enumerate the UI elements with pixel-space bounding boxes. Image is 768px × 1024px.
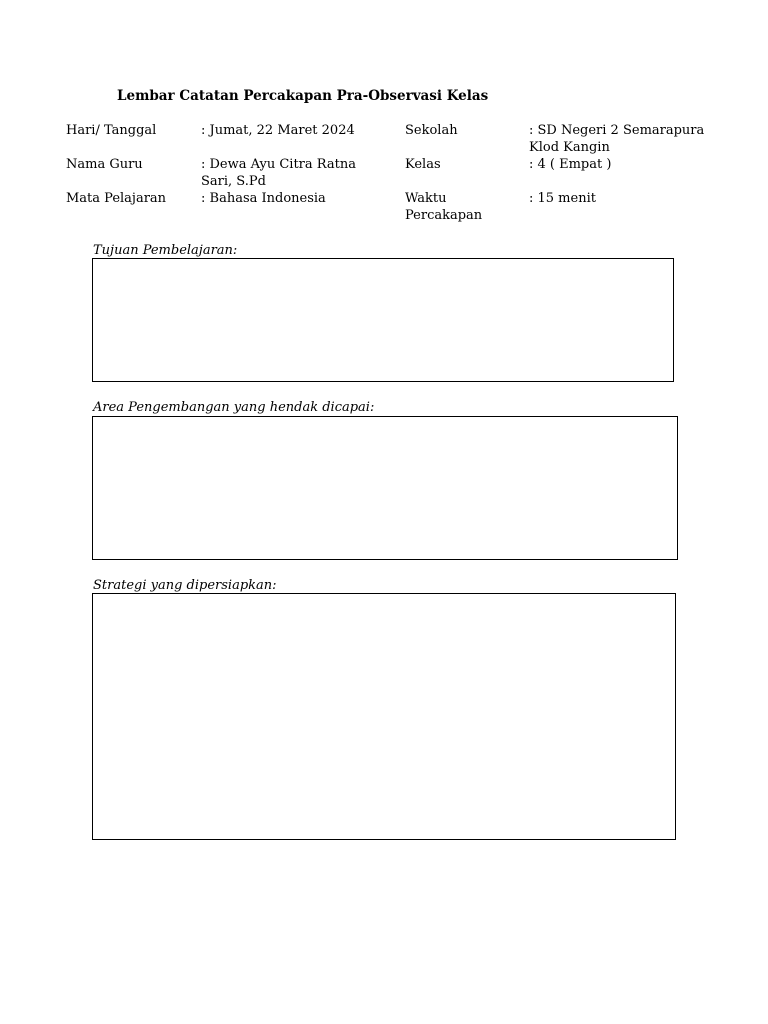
strategi-box[interactable] <box>92 593 676 840</box>
label-mata-pelajaran: Mata Pelajaran <box>66 191 167 206</box>
tujuan-pembelajaran-box[interactable] <box>92 258 674 382</box>
value-mata-pelajaran: : Bahasa Indonesia <box>201 191 326 206</box>
area-pengembangan-box[interactable] <box>92 416 678 560</box>
value-kelas: : 4 ( Empat ) <box>529 157 612 172</box>
document-title: Lembar Catatan Percakapan Pra-Observasi Kelas <box>117 88 489 104</box>
section-label-area-pengembangan: Area Pengembangan yang hendak dicapai: <box>93 400 375 415</box>
value-hari-tanggal: : Jumat, 22 Maret 2024 <box>201 123 355 138</box>
label-hari-tanggal: Hari/ Tanggal <box>66 123 157 138</box>
value-sekolah: : SD Negeri 2 Semarapura Klod Kangin <box>529 123 705 155</box>
value-waktu-percakapan: : 15 menit <box>529 191 596 206</box>
value-nama-guru: : Dewa Ayu Citra Ratna Sari, S.Pd <box>201 157 356 189</box>
label-sekolah: Sekolah <box>405 123 458 138</box>
label-kelas: Kelas <box>405 157 441 172</box>
section-label-strategi: Strategi yang dipersiapkan: <box>93 578 277 593</box>
section-label-tujuan: Tujuan Pembelajaran: <box>93 243 238 258</box>
label-nama-guru: Nama Guru <box>66 157 143 172</box>
label-waktu-percakapan: Waktu Percakapan <box>405 191 483 223</box>
